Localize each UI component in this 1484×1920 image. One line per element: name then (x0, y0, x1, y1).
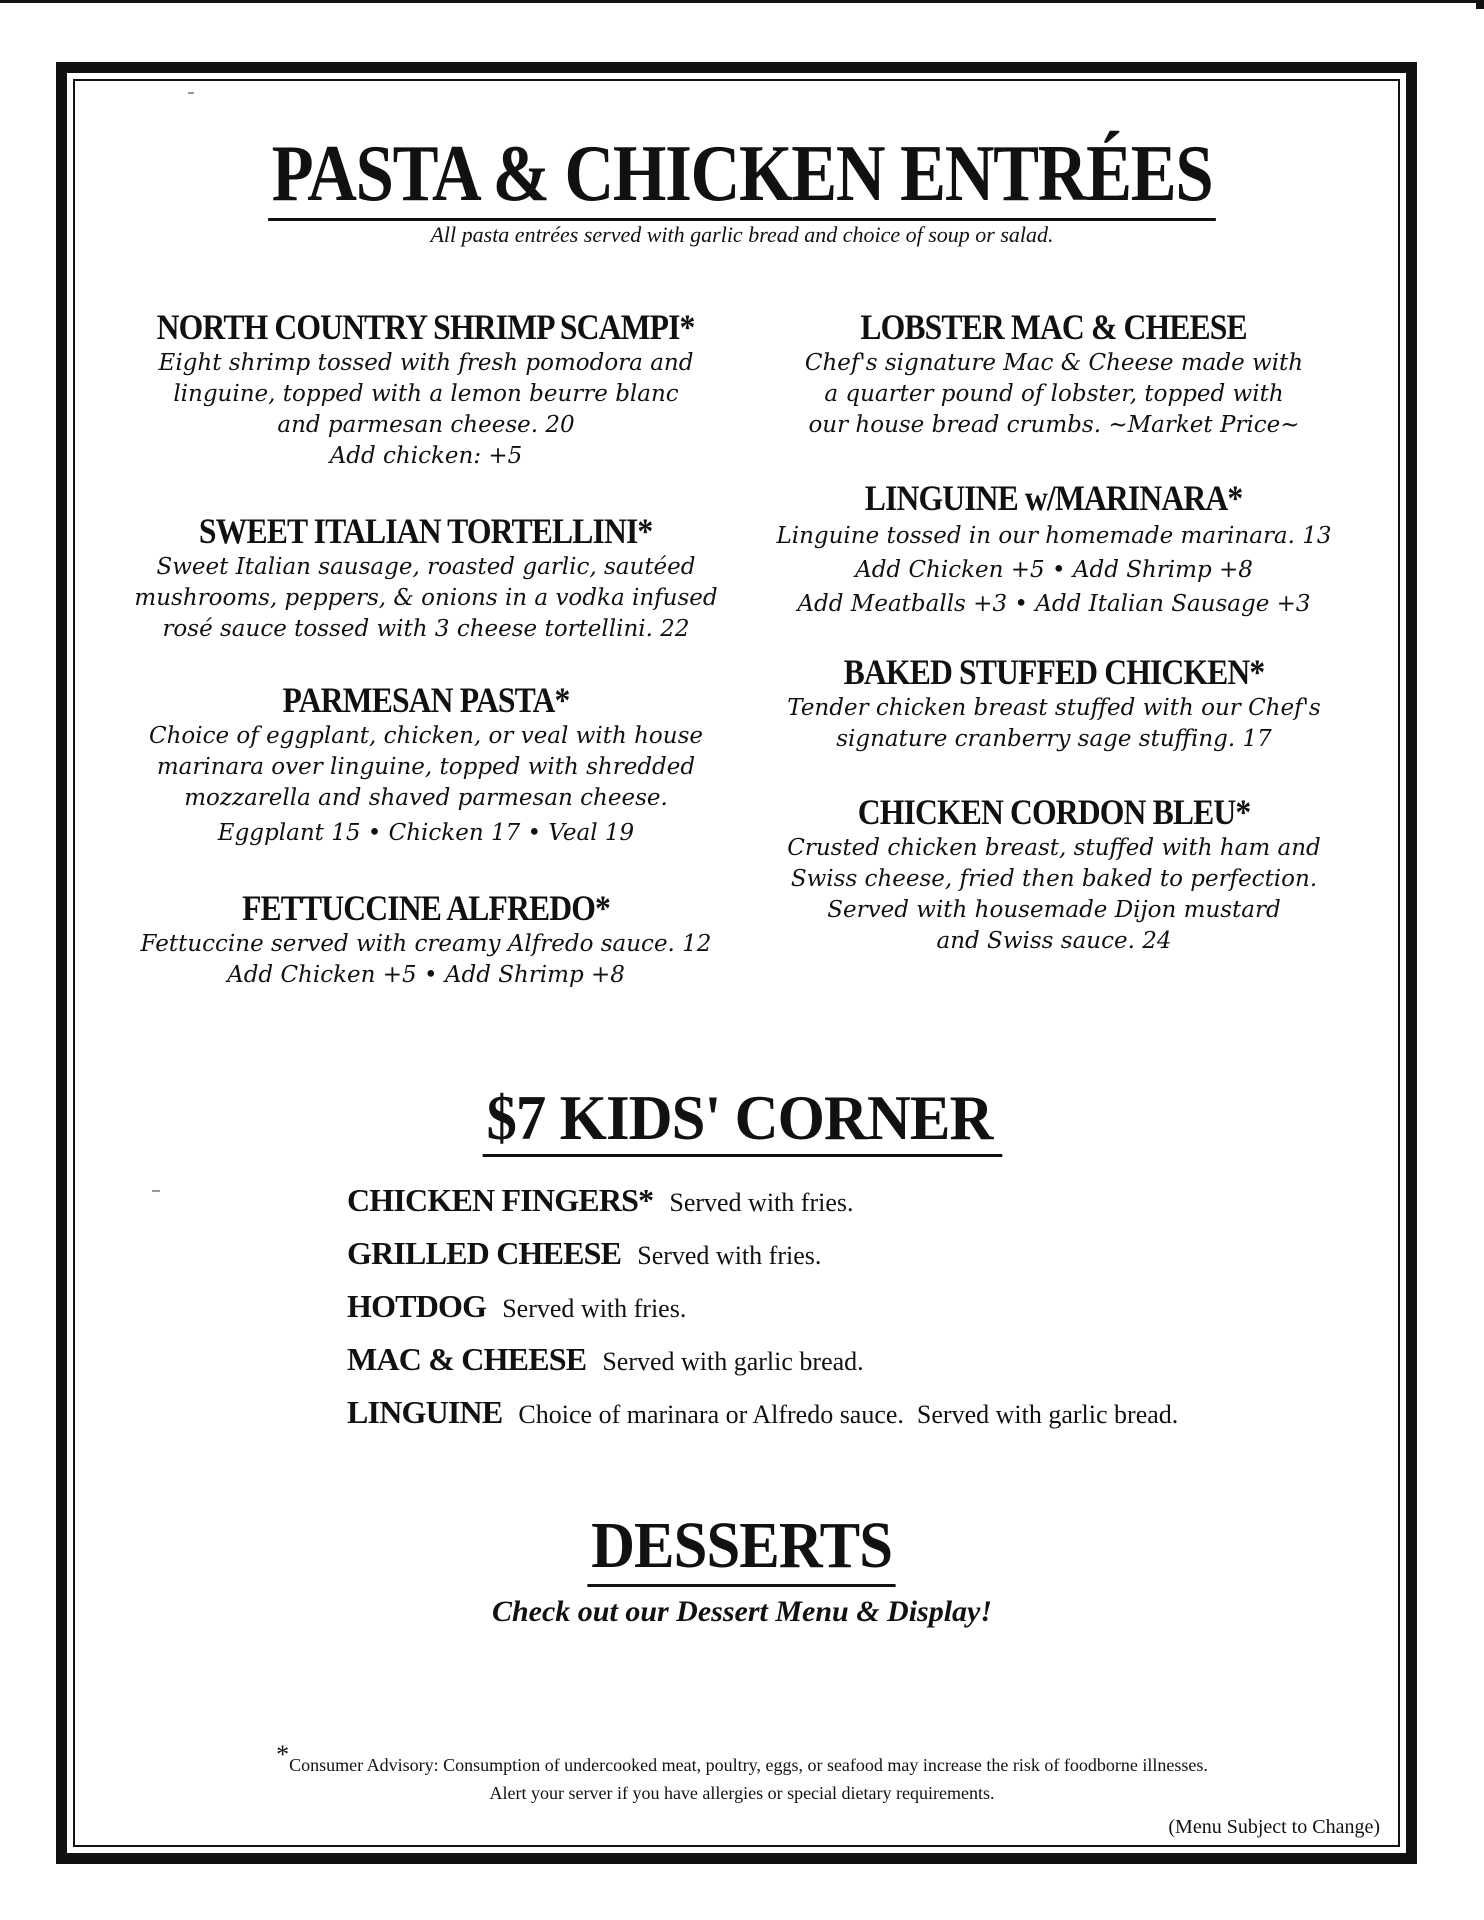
item-desc-line: Add chicken: +5 (329, 443, 523, 469)
item-desc-line: Add Chicken +5 • Add Shrimp +8 (855, 557, 1253, 583)
kids-item-name: MAC & CHEESE (347, 1341, 587, 1377)
kids-item-linguine (347, 1388, 1347, 1441)
item-desc-line: and Swiss sauce. 24 (936, 928, 1172, 954)
item-desc-line: Served with housemade Dijon mustard (827, 897, 1281, 923)
kids-item-name: HOTDOG (347, 1288, 487, 1324)
item-desc-line: Add Meatballs +3 • Add Italian Sausage +3 (797, 591, 1311, 617)
main-title (0, 132, 1484, 221)
kids-item-desc: Choice of marinara or Alfredo sauce. Served with garlic bread. (518, 1400, 1179, 1429)
main-title-text: PASTA & CHICKEN ENTRÉES (268, 132, 1216, 221)
item-desc-line: our house bread crumbs. ~Market Price~ (808, 412, 1300, 438)
advisory-line-1 (0, 1740, 1484, 1779)
item-desc-line: mushrooms, peppers, & onions in a vodka infused (134, 585, 718, 611)
kids-item-mac-cheese (347, 1335, 1347, 1388)
kids-item-desc: Served with fries. (669, 1188, 854, 1217)
advisory-text: Consumer Advisory: Consumption of undercooked meat, poultry, eggs, or seafood may increase the risk of foodborne illnesses. (289, 1755, 1208, 1775)
consumer-advisory (0, 1740, 1484, 1807)
kids-item-name: LINGUINE (347, 1394, 503, 1430)
menu-subject-to-change: (Menu Subject to Change) (1168, 1816, 1380, 1838)
item-desc-line: signature cranberry sage stuffing. 17 (836, 726, 1272, 752)
kids-item-desc: Served with fries. (502, 1294, 687, 1323)
item-description (112, 552, 740, 645)
item-desc-line: mozzarella and shaved parmesan cheese. (184, 785, 668, 811)
menu-item-sweet-italian-tortellini (112, 510, 740, 645)
item-description (740, 348, 1368, 441)
item-desc-line: Tender chicken breast stuffed with our Chef's (787, 695, 1321, 721)
item-desc-line: Crusted chicken breast, stuffed with ham and (787, 835, 1321, 861)
scan-top-edge (0, 0, 1484, 3)
item-description (112, 929, 740, 991)
desserts-title-text: DESSERTS (588, 1508, 896, 1587)
item-desc-line: Add Chicken +5 • Add Shrimp +8 (227, 962, 625, 988)
item-description (740, 693, 1368, 755)
item-description (112, 348, 740, 472)
item-description (112, 721, 740, 849)
kids-menu-list (347, 1176, 1347, 1441)
kids-corner-title (0, 1082, 1484, 1157)
item-name: FETTUCCINE ALFREDO* (242, 888, 610, 928)
item-name: SWEET ITALIAN TORTELLINI* (199, 511, 653, 551)
item-desc-line: rosé sauce tossed with 3 cheese tortellini. 22 (162, 616, 690, 642)
menu-item-chicken-cordon-bleu (740, 791, 1368, 957)
menu-item-baked-stuffed-chicken (740, 651, 1368, 755)
item-desc-line: Eight shrimp tossed with fresh pomodora and (158, 350, 694, 376)
main-subtitle: All pasta entrées served with garlic bread and choice of soup or salad. (430, 222, 1054, 247)
asterisk-mark: * (276, 1740, 290, 1769)
scan-speck (152, 1190, 160, 1192)
kids-corner-title-text: $7 KIDS' CORNER (482, 1082, 1001, 1157)
item-desc-line: Sweet Italian sausage, roasted garlic, sautéed (156, 554, 696, 580)
item-desc-line: Swiss cheese, fried then baked to perfection. (790, 866, 1318, 892)
right-column (740, 306, 1368, 957)
item-description (740, 519, 1368, 621)
item-desc-line: marinara over linguine, topped with shredded (156, 754, 696, 780)
item-price-line: Eggplant 15 • Chicken 17 • Veal 19 (217, 820, 635, 846)
item-desc-line: linguine, topped with a lemon beurre blanc (173, 381, 679, 407)
kids-item-desc: Served with fries. (637, 1241, 822, 1270)
menu-item-shrimp-scampi (112, 306, 740, 472)
scan-corner-mark (1476, 0, 1484, 9)
kids-item-desc: Served with garlic bread. (602, 1347, 864, 1376)
item-name: NORTH COUNTRY SHRIMP SCAMPI* (157, 307, 695, 347)
kids-item-chicken-fingers (347, 1176, 1347, 1229)
item-name: BAKED STUFFED CHICKEN* (843, 652, 1265, 692)
scan-speck (188, 92, 194, 94)
kids-item-name: CHICKEN FINGERS* (347, 1182, 654, 1218)
menu-item-lobster-mac-cheese (740, 306, 1368, 441)
item-desc-line: and parmesan cheese. 20 (277, 412, 575, 438)
kids-item-name: GRILLED CHEESE (347, 1235, 622, 1271)
desserts-subtitle: Check out our Dessert Menu & Display! (491, 1595, 993, 1628)
item-desc-line: Linguine tossed in our homemade marinara. 13 (776, 523, 1332, 549)
advisory-line-2: Alert your server if you have allergies or special dietary requirements. (489, 1783, 995, 1803)
menu-item-linguine-marinara (740, 477, 1368, 621)
item-name: PARMESAN PASTA* (282, 680, 570, 720)
menu-item-fettuccine-alfredo (112, 887, 740, 991)
item-desc-line: a quarter pound of lobster, topped with (824, 381, 1284, 407)
kids-item-hotdog (347, 1282, 1347, 1335)
item-desc-line: Choice of eggplant, chicken, or veal with house (149, 723, 703, 749)
desserts-title (0, 1508, 1484, 1587)
item-desc-line: Fettuccine served with creamy Alfredo sauce. 12 (140, 931, 712, 957)
item-name: CHICKEN CORDON BLEU* (857, 792, 1251, 832)
menu-item-parmesan-pasta (112, 679, 740, 849)
item-name: LINGUINE w/MARINARA* (865, 478, 1243, 518)
item-name: LOBSTER MAC & CHEESE (860, 307, 1248, 347)
left-column (112, 306, 740, 991)
kids-item-grilled-cheese (347, 1229, 1347, 1282)
item-description (740, 833, 1368, 957)
item-desc-line: Chef's signature Mac & Cheese made with (804, 350, 1304, 376)
